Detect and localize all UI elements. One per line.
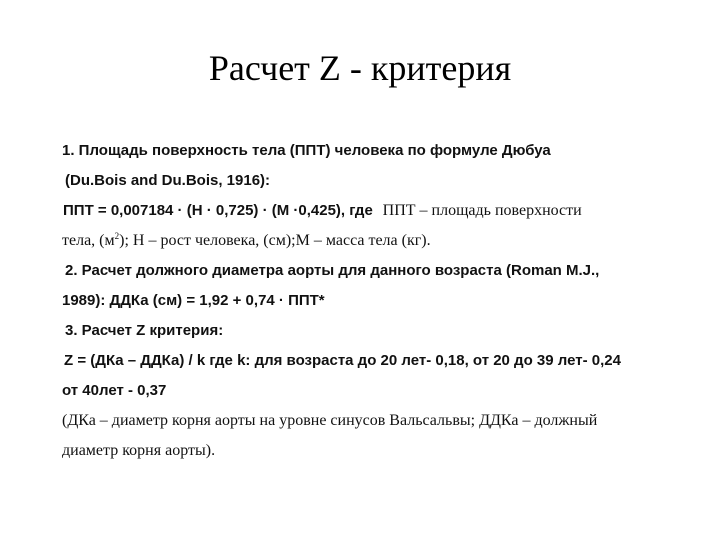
dubois-citation: (Du.Bois and Du.Bois, 1916): bbox=[65, 172, 271, 189]
bsa-formula-line bbox=[63, 201, 582, 221]
bsa-variables-part2: ); Н – рост человека, (см);М – масса тела (кг). bbox=[119, 232, 431, 249]
step-2-heading: 2. Расчет должного диаметра аорты для данного возраста (Roman M.J., bbox=[65, 262, 600, 279]
step-3-heading: 3. Расчет Z критерия: bbox=[65, 322, 224, 339]
z-score-formula-continued: от 40лет - 0,37 bbox=[62, 382, 167, 399]
bsa-formula: ППТ = 0,007184 · (Н · 0,725) · (М ·0,425), где bbox=[63, 202, 373, 219]
abbreviations-note-continued: диаметр корня аорты). bbox=[62, 442, 216, 459]
abbreviations-note: (ДКа – диаметр корня аорты на уровне синусов Вальсальвы; ДДКа – должный bbox=[62, 412, 598, 429]
z-score-formula: Z = (ДКа – ДДКа) / k где k: для возраста до 20 лет- 0,18, от 20 до 39 лет- 0,24 bbox=[64, 352, 621, 369]
bsa-variables-part1: тела, (м bbox=[62, 232, 115, 249]
bsa-variables bbox=[62, 231, 431, 251]
aorta-diameter-formula: 1989): ДДКа (см) = 1,92 + 0,74 · ППТ* bbox=[62, 292, 325, 309]
superscript-2: 2 bbox=[114, 231, 120, 241]
step-1-heading: 1. Площадь поверхность тела (ППТ) человека по формуле Дюбуа bbox=[62, 142, 551, 159]
slide-title: Расчет Z - критерия bbox=[208, 48, 512, 88]
bsa-definition: ППТ – площадь поверхности bbox=[382, 202, 582, 219]
